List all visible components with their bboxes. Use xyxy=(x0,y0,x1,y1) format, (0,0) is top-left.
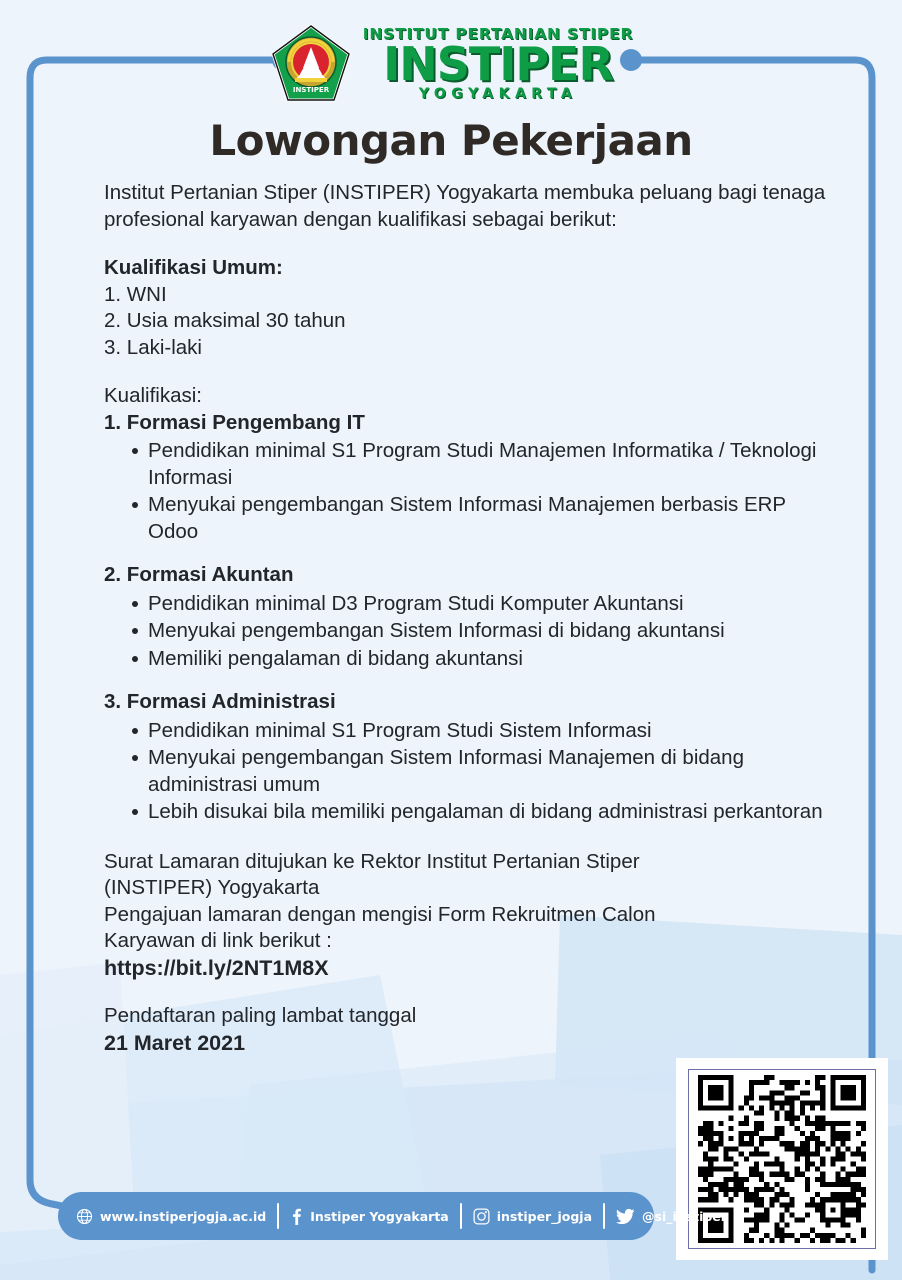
formasi-heading: 2. Formasi Akuntan xyxy=(104,563,294,586)
instagram-icon xyxy=(473,1208,490,1225)
formasi-heading: 3. Formasi Administrasi xyxy=(104,690,336,713)
twitter-icon xyxy=(616,1208,635,1225)
footer-twitter-label: @si_instiper xyxy=(642,1208,727,1224)
svg-text:INSTIPER: INSTIPER xyxy=(292,86,329,94)
list-item: 1. WNI xyxy=(104,282,167,306)
footer-twitter[interactable] xyxy=(616,1208,727,1225)
brand-header xyxy=(0,18,902,110)
list-item: Memiliki pengalaman di bidang akuntansi xyxy=(104,646,834,673)
qr-code-panel[interactable] xyxy=(676,1058,888,1260)
instiper-wordmark xyxy=(362,24,634,103)
application-link[interactable]: https://bit.ly/2NT1M8X xyxy=(104,955,329,980)
application-line-1: Surat Lamaran ditujukan ke Rektor Institut Pertanian Stiper xyxy=(104,849,640,873)
list-item: 2. Usia maksimal 30 tahun xyxy=(104,309,346,332)
wordmark-top-line: INSTITUT PERTANIAN STIPER xyxy=(362,24,634,43)
deadline-label: Pendaftaran paling lambat tanggal xyxy=(104,1004,417,1027)
page-title: Lowongan Pekerjaan xyxy=(209,116,693,165)
formasi-bullet-list xyxy=(104,438,834,545)
formasi-heading: 1. Formasi Pengembang IT xyxy=(104,410,365,434)
footer-contact-bar xyxy=(58,1192,727,1240)
formasi-section-3 xyxy=(104,689,834,826)
application-instructions xyxy=(104,849,834,982)
qualifications-label: Kualifikasi: xyxy=(104,384,202,407)
footer-website-label: www.instiperjogja.ac.id xyxy=(100,1208,267,1224)
deadline-block xyxy=(104,1003,834,1056)
application-line-4: Karyawan di link berikut : xyxy=(104,929,332,952)
list-item: Menyukai pengembangan Sistem Informasi Manajemen di bidang administrasi umum xyxy=(104,745,834,798)
intro-paragraph: Institut Pertanian Stiper (INSTIPER) Yogyakarta membuka peluang bagi tenaga profesional karyawan dengan kualifikasi sebagai berikut: xyxy=(104,181,826,231)
deadline-date: 21 Maret 2021 xyxy=(104,1030,246,1055)
facebook-icon xyxy=(290,1207,303,1225)
footer-facebook[interactable] xyxy=(290,1207,449,1225)
globe-icon xyxy=(76,1208,93,1225)
footer-instagram[interactable] xyxy=(473,1208,592,1225)
footer-divider xyxy=(277,1203,279,1229)
list-item: Pendidikan minimal S1 Program Studi Sistem Informasi xyxy=(104,718,834,745)
general-qualifications-heading: Kualifikasi Umum: xyxy=(104,256,283,279)
application-line-2: (INSTIPER) Yogyakarta xyxy=(104,876,320,899)
list-item: Lebih disukai bila memiliki pengalaman di bidang administrasi perkantoran xyxy=(104,799,834,826)
footer-divider xyxy=(460,1203,462,1229)
list-item: Menyukai pengembangan Sistem Informasi di bidang akuntansi xyxy=(104,618,834,645)
list-item: Menyukai pengembangan Sistem Informasi Manajemen berbasis ERP Odoo xyxy=(104,492,834,545)
application-line-3: Pengajuan lamaran dengan mengisi Form Rekruitmen Calon xyxy=(104,902,656,926)
poster-body xyxy=(104,180,834,1056)
wordmark-main: INSTIPER xyxy=(383,37,613,92)
footer-instagram-label: instiper_jogja xyxy=(496,1208,592,1224)
list-item: Pendidikan minimal S1 Program Studi Manajemen Informatika / Teknologi Informasi xyxy=(104,438,834,491)
wordmark-bottom-line: YOGYAKARTA xyxy=(418,86,578,103)
formasi-section-1 xyxy=(104,410,834,546)
formasi-bullet-list xyxy=(104,718,834,826)
list-item: Pendidikan minimal D3 Program Studi Komputer Akuntansi xyxy=(104,591,834,618)
instiper-crest-icon xyxy=(269,22,353,106)
formasi-section-2 xyxy=(104,562,834,672)
footer-divider xyxy=(603,1203,605,1229)
list-item: 3. Laki-laki xyxy=(104,335,202,359)
footer-facebook-label: Instiper Yogyakarta xyxy=(310,1208,449,1224)
general-qualifications-list xyxy=(104,282,834,362)
formasi-bullet-list xyxy=(104,591,834,673)
footer-website[interactable] xyxy=(76,1208,266,1225)
